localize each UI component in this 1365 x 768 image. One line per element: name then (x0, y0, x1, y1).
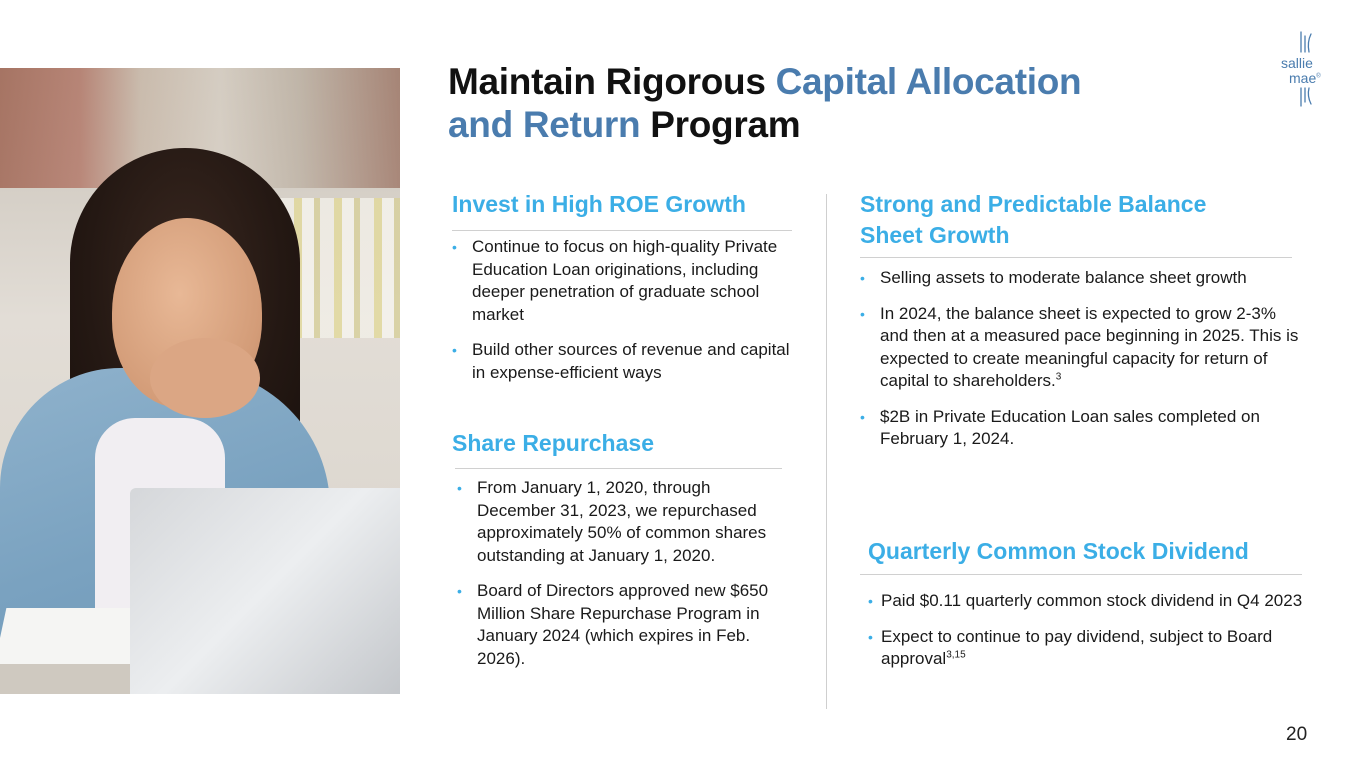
section-rule-balance (860, 257, 1292, 258)
list-item (457, 580, 787, 670)
title-part-4: Program (640, 104, 801, 145)
logo-text-mae: mae (1289, 70, 1317, 86)
bullet-text: Board of Directors approved new $650 Million Share Repurchase Program in January 2024 (which expires in Feb. 2026). (477, 581, 769, 668)
page-title (448, 60, 1228, 146)
list-item (868, 626, 1308, 671)
bullet-text: $2B in Private Education Loan sales completed on February 1, 2024. (880, 406, 1260, 448)
list-item (452, 339, 797, 384)
bullet-text: Selling assets to moderate balance sheet growth (880, 268, 1247, 287)
bullet-text: From January 1, 2020, through December 31, 2023, we repurchased approximately 50% of common shares outstanding at January 1, 2020. (477, 478, 767, 565)
bullet-dot-icon: • (868, 593, 873, 609)
bullet-dot-icon: • (860, 305, 865, 322)
bullet-text: Expect to continue to pay dividend, subject to Board approval (881, 626, 1273, 668)
footnote-ref: 3,15 (946, 649, 966, 661)
bullet-dot-icon: • (457, 480, 462, 496)
title-part-2-accent: Capital Allocation (775, 61, 1082, 102)
section-heading-balance-line-2: Sheet Growth (860, 222, 1010, 248)
list-item (860, 406, 1300, 451)
logo-registered-mark: ® (1316, 73, 1321, 80)
column-divider (826, 194, 827, 709)
section-rule-invest (452, 230, 792, 231)
bullet-list-invest (452, 236, 797, 397)
page-number: 20 (1286, 724, 1308, 745)
footnote-ref: 3 (1055, 371, 1062, 383)
bullet-dot-icon: • (457, 583, 462, 599)
bullet-list-repurchase (457, 477, 787, 683)
bullet-dot-icon: • (860, 270, 865, 286)
section-heading-dividend: Quarterly Common Stock Dividend (868, 538, 1249, 564)
bullet-text: In 2024, the balance sheet is expected to grow 2-3% and then at a measured pace beginning in 2025. This is expected to create meaningful capacity for return of capital to shareholders. (880, 303, 1299, 390)
bullet-list-balance (860, 267, 1300, 464)
section-heading-invest: Invest in High ROE Growth (452, 191, 746, 217)
photo-person-hand (150, 338, 260, 418)
section-heading-repurchase: Share Repurchase (452, 430, 654, 456)
list-item (452, 236, 797, 326)
bullet-dot-icon: • (868, 628, 873, 645)
sallie-mae-logo (1277, 30, 1337, 108)
logo-text-line-2 (1289, 71, 1321, 85)
bullet-dot-icon: • (452, 342, 457, 358)
title-part-3-accent: and Return (448, 104, 641, 145)
bullet-list-dividend (868, 590, 1308, 684)
hero-photo (0, 68, 400, 694)
list-item (457, 477, 787, 567)
title-part-1: Maintain Rigorous (448, 61, 776, 102)
section-rule-dividend (860, 574, 1302, 575)
logo-text-line-1: sallie (1281, 55, 1313, 71)
photo-laptop (130, 488, 400, 694)
section-heading-balance-line-1: Strong and Predictable Balance (860, 191, 1207, 217)
section-rule-repurchase (455, 468, 782, 469)
bullet-text: Build other sources of revenue and capital in expense-efficient ways (472, 340, 790, 382)
bullet-text: Continue to focus on high-quality Private Education Loan originations, including deeper penetration of graduate school market (472, 237, 778, 324)
list-item (860, 303, 1300, 393)
list-item (860, 267, 1300, 290)
list-item (868, 590, 1308, 613)
bullet-text: Paid $0.11 quarterly common stock dividend in Q4 2023 (881, 591, 1303, 610)
section-heading-balance (860, 189, 1206, 251)
bullet-dot-icon: • (860, 408, 865, 425)
bullet-dot-icon: • (452, 239, 457, 255)
